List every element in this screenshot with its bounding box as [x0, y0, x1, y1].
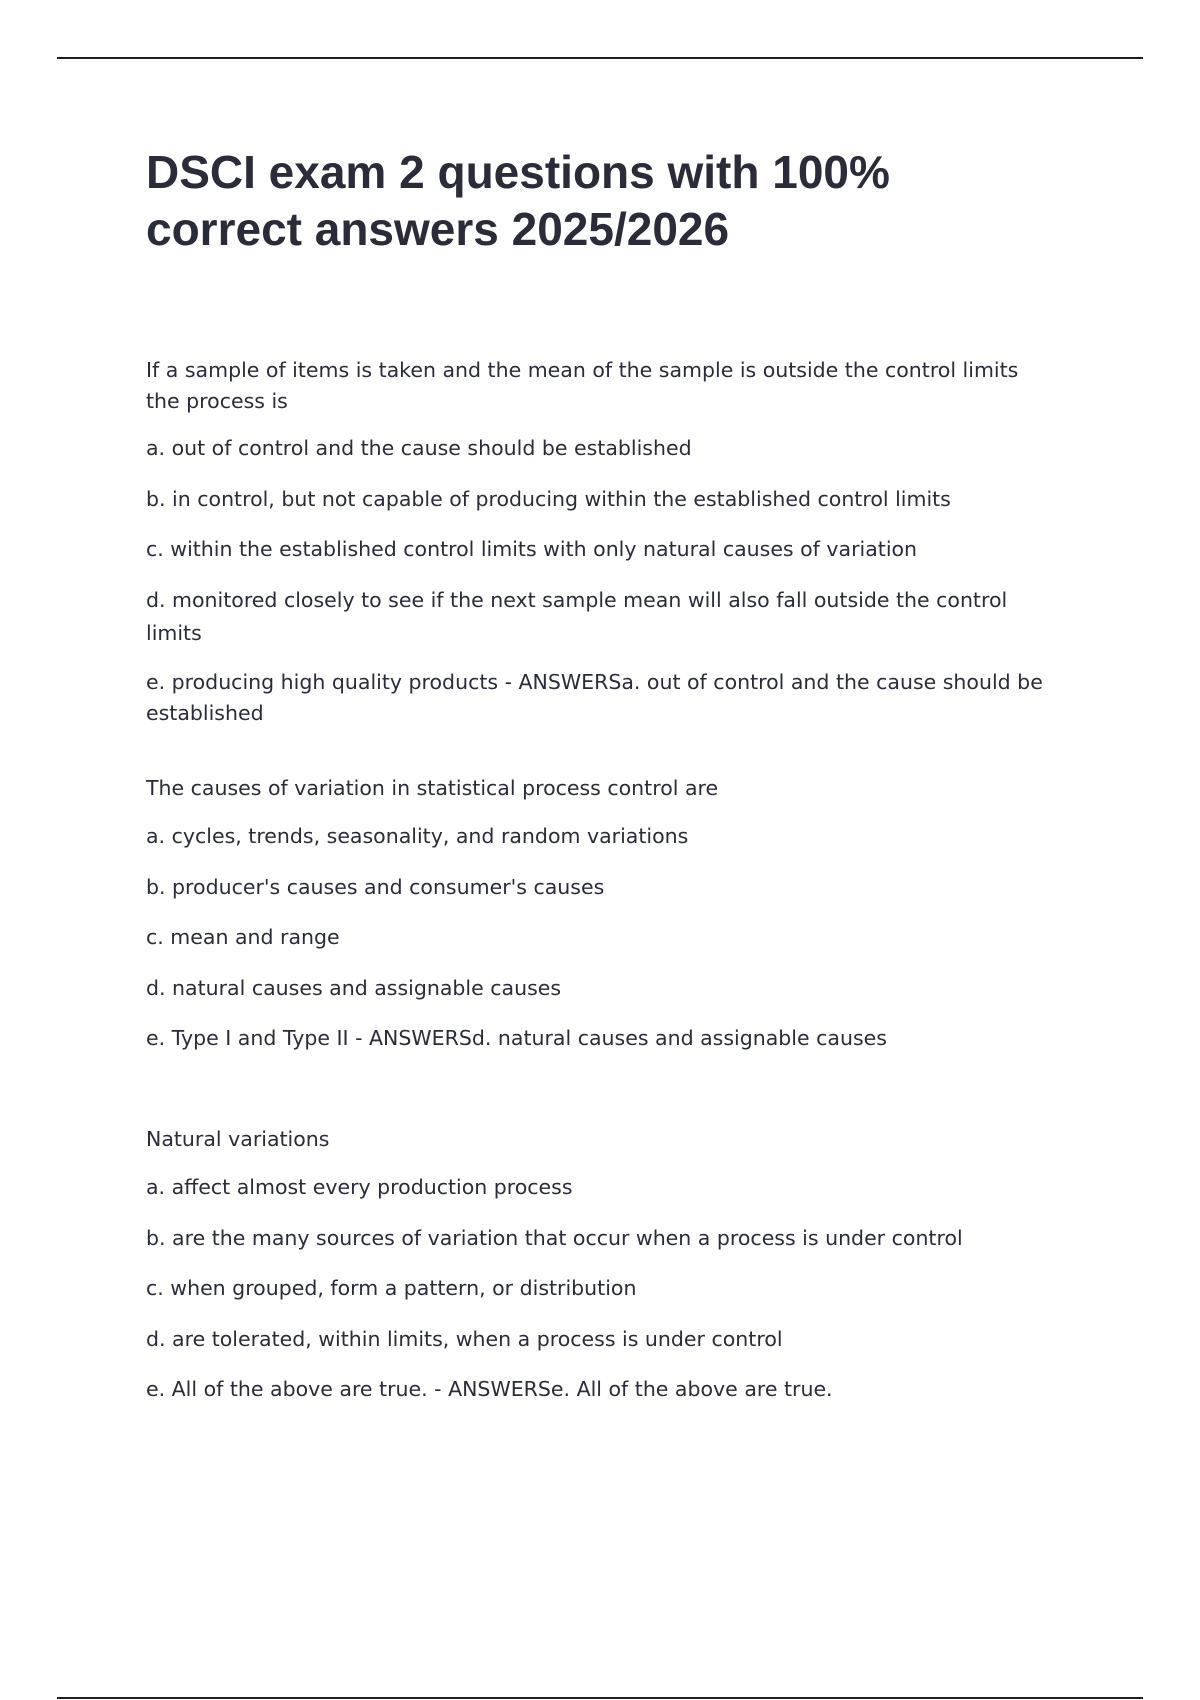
document-title: DSCI exam 2 questions with 100% correct answers 2025/2026 [146, 146, 890, 255]
bottom-rule [57, 1697, 1143, 1699]
question-block [146, 355, 1046, 729]
answer-option-with-answer: e. All of the above are true. - ANSWERSe. All of the above are true. [146, 1377, 833, 1401]
answer-option: b. are the many sources of variation that occur when a process is under control [146, 1225, 963, 1250]
answer-option: c. mean and range [146, 925, 340, 949]
answer-option-with-answer: e. Type I and Type II - ANSWERSd. natural causes and assignable causes [146, 1026, 887, 1050]
question-block [146, 772, 1046, 1055]
question-text: The causes of variation in statistical process control are [146, 776, 719, 800]
answer-option-with-answer: e. producing high quality products - ANSWERSa. out of control and the cause should be established [146, 670, 1043, 725]
answer-option: d. are tolerated, within limits, when a process is under control [146, 1326, 783, 1351]
answer-option: c. within the established control limits with only natural causes of variation [146, 537, 918, 561]
question-block [146, 1123, 1046, 1406]
answer-option: c. when grouped, form a pattern, or distribution [146, 1276, 637, 1300]
answer-option: a. cycles, trends, seasonality, and random variations [146, 824, 689, 848]
answer-option: a. out of control and the cause should be established [146, 436, 692, 460]
answer-option: b. in control, but not capable of producing within the established control limits [146, 486, 951, 511]
answer-option: b. producer's causes and consumer's causes [146, 874, 605, 899]
question-text: Natural variations [146, 1127, 330, 1151]
answer-option: d. natural causes and assignable causes [146, 975, 562, 1000]
answer-option: d. monitored closely to see if the next sample mean will also fall outside the control limits [146, 587, 1008, 645]
top-rule [57, 57, 1143, 59]
question-text: If a sample of items is taken and the mean of the sample is outside the control limits the process is [146, 358, 1019, 413]
answer-option: a. affect almost every production process [146, 1175, 573, 1199]
